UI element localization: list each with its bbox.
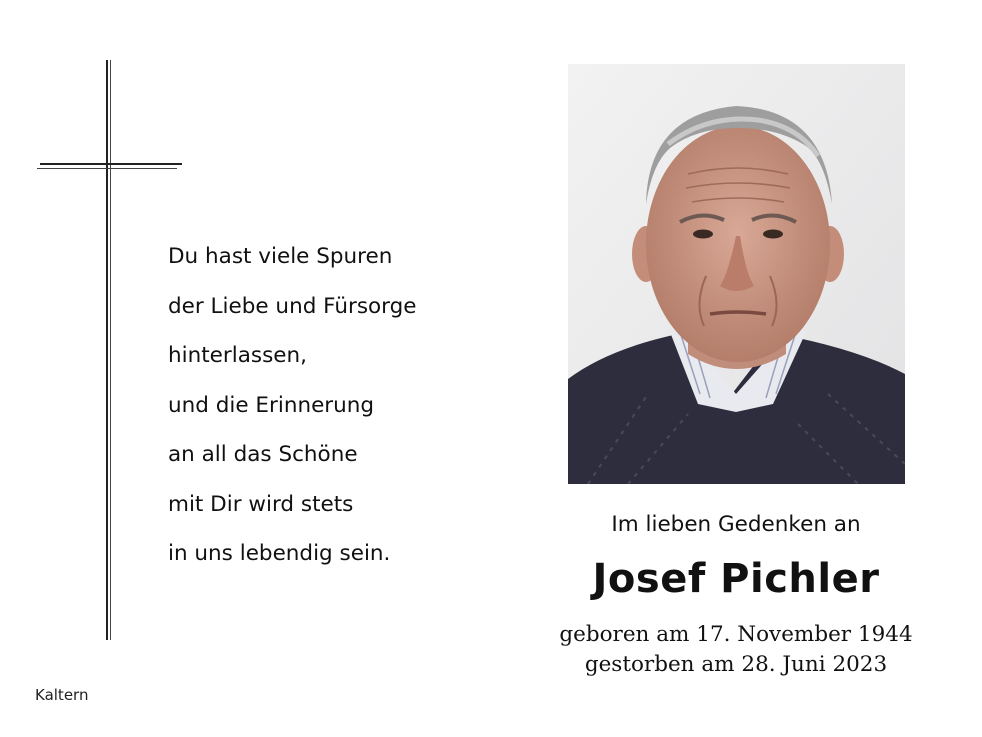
poem-line: der Liebe und Fürsorge <box>168 293 417 319</box>
poem-line: mit Dir wird stets <box>168 491 354 517</box>
portrait-photo <box>568 64 905 484</box>
poem <box>168 232 417 579</box>
deceased-name: Josef Pichler <box>592 556 880 602</box>
poem-line: hinterlassen, <box>168 343 307 368</box>
poem-line: an all das Schöne <box>168 442 358 467</box>
death-date: gestorben am 28. Juni 2023 <box>584 652 888 677</box>
poem-line: in uns lebendig sein. <box>168 541 391 566</box>
place-name: Kaltern <box>35 686 89 704</box>
birth-date: geboren am 17. November 1944 <box>559 622 913 647</box>
memorial-intro: Im lieben Gedenken an <box>611 512 861 537</box>
poem-line: Du hast viele Spuren <box>168 244 393 269</box>
poem-line: und die Erinnerung <box>168 392 375 418</box>
